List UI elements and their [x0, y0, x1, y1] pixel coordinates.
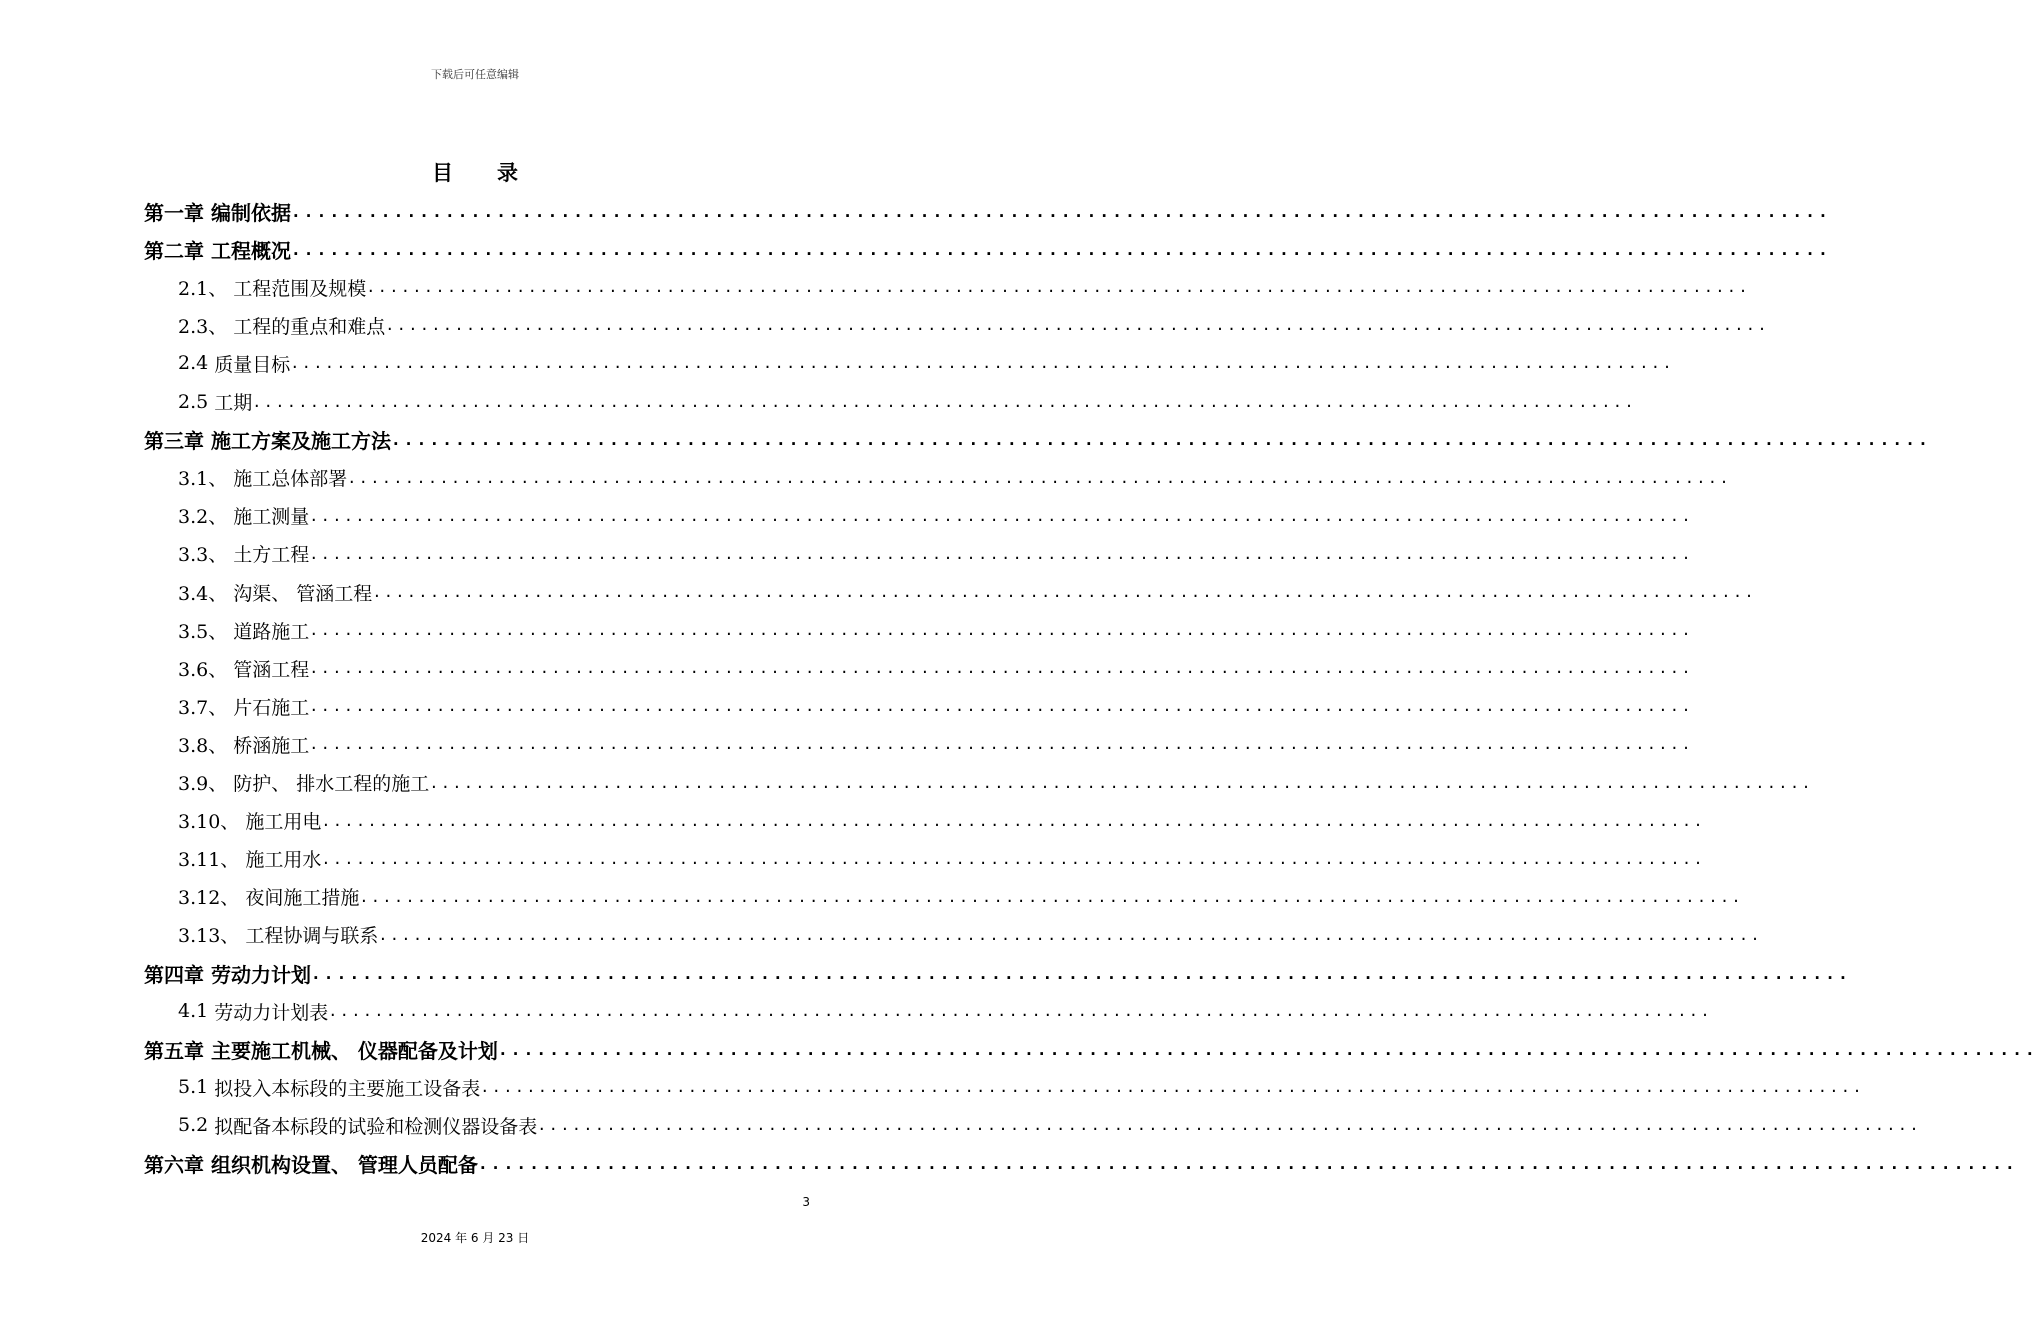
toc-chapter-entry — [144, 1030, 2038, 1068]
toc-section-entry — [178, 1068, 1864, 1106]
toc-dot-leader: ........................................................................................................................ — [359, 887, 1744, 906]
toc-entry-title: 主要施工机械、 仪器配备及计划 — [210, 1038, 498, 1063]
toc-entry-title: 劳动力计划表 — [214, 1001, 329, 1024]
page-header: 下载后可任意编辑 — [431, 68, 519, 81]
toc-section-entry — [178, 459, 1731, 497]
toc-section-entry — [178, 497, 1693, 535]
toc-dot-leader: ........................................................................................................................ — [497, 1039, 2038, 1059]
toc-dot-leader: ........................................................................................................................ — [385, 316, 1769, 335]
toc-entry-number: 第三章 — [144, 429, 204, 454]
toc-section-entry — [178, 306, 1769, 344]
toc-entry-number: 第五章 — [144, 1038, 204, 1063]
toc-entry-number: 3.5、 — [178, 620, 228, 643]
toc-entry-number: 3.6、 — [178, 658, 228, 681]
toc-chapter-entry — [144, 192, 1831, 230]
toc-section-entry — [178, 764, 1814, 802]
toc-dot-leader: ........................................................................................................................ — [290, 239, 1831, 259]
toc-section-entry — [178, 878, 1744, 916]
toc-entry-title: 片石施工 — [233, 696, 310, 719]
toc-entry-title: 施工总体部署 — [233, 468, 348, 491]
toc-entry-title: 防护、 排水工程的施工 — [233, 773, 430, 795]
toc-entry-number: 第一章 — [144, 200, 204, 225]
toc-section-entry — [178, 344, 1674, 382]
page-footer-date: 2024 年 6 月 23 日 — [420, 1231, 530, 1245]
toc-dot-leader: ........................................................................................................................ — [480, 1078, 1864, 1097]
toc-entry-number: 3.1、 — [178, 468, 228, 491]
toc-section-entry — [178, 687, 1693, 725]
toc-dot-leader: ........................................................................................................................ — [309, 621, 1693, 640]
toc-chapter-entry — [144, 421, 1931, 459]
toc-entry-title: 沟渠、 管涵工程 — [233, 582, 373, 605]
toc-entry-number: 3.12、 — [178, 887, 240, 910]
toc-entry-title: 拟配备本标段的试验和检测仪器设备表 — [214, 1115, 538, 1138]
toc-entry-title: 土方工程 — [233, 544, 310, 567]
toc-dot-leader: ........................................................................................................................ — [429, 773, 1814, 792]
toc-section-entry — [178, 535, 1693, 573]
toc-dot-leader: ........................................................................................................................ — [321, 811, 1706, 830]
toc-entry-number: 3.7、 — [178, 696, 228, 719]
toc-entry-number: 2.5 — [178, 390, 209, 413]
toc-entry-title: 编制依据 — [210, 200, 291, 225]
toc-entry-title: 施工用水 — [245, 849, 322, 872]
toc-dot-leader: ........................................................................................................................ — [309, 697, 1693, 716]
toc-entry-title: 道路施工 — [233, 620, 310, 643]
toc-dot-leader: ........................................................................................................................ — [477, 1154, 2018, 1173]
toc-entry-number: 2.4 — [178, 352, 209, 375]
toc-dot-leader: ........................................................................................................................ — [347, 468, 1731, 487]
toc-dot-leader: ........................................................................................................................ — [310, 963, 1851, 983]
toc-entry-number: 2.1、 — [178, 277, 228, 300]
toc-dot-leader: ........................................................................................................................ — [309, 506, 1693, 525]
toc-entry-number: 3.10、 — [178, 811, 240, 834]
toc-section-entry — [178, 383, 1636, 421]
toc-entry-title: 施工方案及施工方法 — [210, 429, 391, 454]
toc-entry-number: 3.3、 — [178, 544, 228, 567]
toc-section-entry — [178, 611, 1693, 649]
toc-dot-leader: ........................................................................................................................ — [252, 392, 1636, 411]
toc-entry-title: 组织机构设置、 管理人员配备 — [210, 1153, 478, 1177]
toc-entry-title: 质量目标 — [214, 353, 291, 376]
toc-entry-number: 4.1 — [178, 1000, 209, 1023]
toc-dot-leader: ........................................................................................................................ — [290, 354, 1674, 373]
toc-entry-number: 3.9、 — [178, 773, 228, 795]
toc-chapter-entry — [144, 954, 1851, 992]
page-number: 3 — [802, 1195, 810, 1209]
toc-section-entry — [178, 1106, 1921, 1144]
toc-dot-leader: ........................................................................................................................ — [378, 925, 1763, 944]
toc-dot-leader: ........................................................................................................................ — [309, 659, 1693, 678]
toc-chapter-entry — [144, 230, 1831, 268]
toc-entry-title: 劳动力计划 — [210, 962, 311, 987]
toc-entry-number: 3.11、 — [178, 849, 240, 872]
toc-title: 目录 — [432, 161, 562, 185]
toc-entry-number: 第二章 — [144, 238, 204, 263]
toc-entry-title: 工程范围及规模 — [233, 277, 367, 300]
toc-section-entry — [178, 802, 1706, 840]
toc-dot-leader: ........................................................................................................................ — [328, 1002, 1712, 1021]
toc-dot-leader: ........................................................................................................................ — [321, 849, 1706, 868]
toc-entry-number: 5.1 — [178, 1076, 209, 1099]
toc-entry-title: 拟投入本标段的主要施工设备表 — [214, 1077, 481, 1100]
toc-entry-title: 工期 — [214, 392, 253, 414]
toc-entry-number: 3.2、 — [178, 506, 228, 529]
toc-section-entry — [178, 992, 1712, 1030]
toc-chapter-entry — [144, 1145, 2018, 1183]
toc-dot-leader: ........................................................................................................................ — [390, 430, 1931, 450]
toc-entry-number: 5.2 — [178, 1114, 209, 1137]
toc-section-entry — [178, 268, 1750, 306]
toc-entry-number: 3.8、 — [178, 734, 228, 757]
toc-entry-number: 2.3、 — [178, 315, 228, 338]
toc-entry-title: 夜间施工措施 — [245, 887, 360, 910]
toc-entry-number: 3.13、 — [178, 925, 240, 948]
toc-section-entry — [178, 916, 1763, 954]
toc-section-entry — [178, 649, 1693, 687]
toc-entry-title: 施工测量 — [233, 506, 310, 529]
toc-entry-title: 管涵工程 — [233, 658, 310, 681]
toc-section-entry — [178, 573, 1757, 611]
toc-dot-leader: ........................................................................................................................ — [537, 1116, 1921, 1135]
toc-dot-leader: ........................................................................................................................ — [309, 735, 1693, 754]
toc-entry-number: 第四章 — [144, 962, 204, 987]
toc-entry-title: 工程概况 — [210, 238, 291, 263]
toc-dot-leader: ........................................................................................................................ — [372, 583, 1757, 601]
toc-entry-number: 3.4、 — [178, 582, 228, 605]
toc-entry-title: 施工用电 — [245, 811, 322, 834]
toc-section-entry — [178, 840, 1706, 878]
toc-entry-title: 工程协调与联系 — [245, 925, 379, 948]
toc-dot-leader: ........................................................................................................................ — [290, 201, 1831, 221]
toc-entry-title: 桥涵施工 — [233, 734, 310, 757]
toc-section-entry — [178, 725, 1693, 763]
toc-entry-number: 第六章 — [144, 1153, 204, 1177]
toc-entry-title: 工程的重点和难点 — [233, 315, 386, 338]
toc-dot-leader: ........................................................................................................................ — [309, 544, 1693, 563]
toc-dot-leader: ........................................................................................................................ — [366, 278, 1750, 297]
